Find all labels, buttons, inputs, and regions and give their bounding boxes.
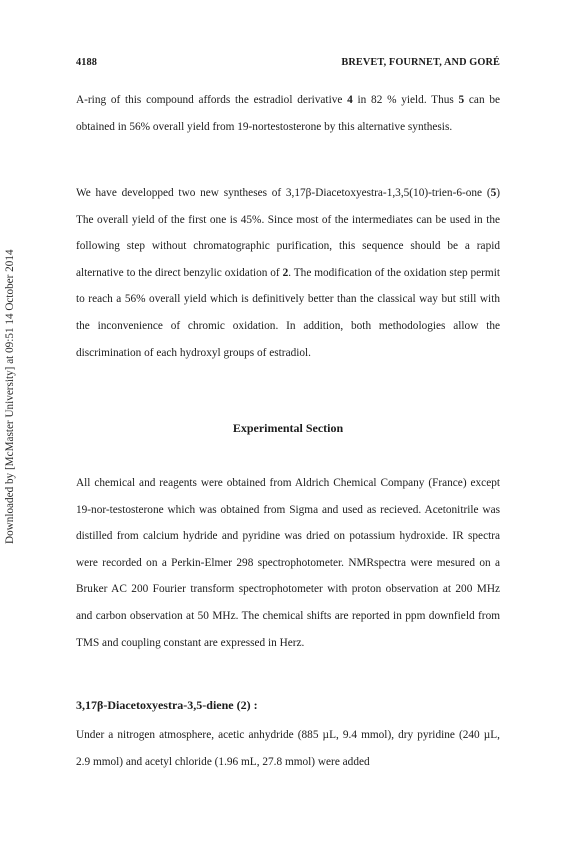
text-run: can be obtained in 56% overall yield from 19-nortestosterone by this alternative synthesis.: [76, 94, 500, 133]
compound-ref: 4: [347, 94, 353, 106]
running-authors: BREVET, FOURNET, AND GORÉ: [341, 57, 500, 68]
compound-heading: 3,17β-Diacetoxyestra-3,5-diene (2) :: [76, 698, 258, 712]
text-run: in 82 % yield. Thus: [352, 94, 459, 106]
download-watermark: Downloaded by [McMaster University] at 09:51 14 October 2014: [4, 249, 16, 545]
paragraph-synthesis-summary: [76, 87, 500, 140]
text-run: A-ring of this compound affords the estradiol derivative: [76, 94, 348, 106]
text-run: . The modification of the oxidation step permit to reach a 56% overall yield which is definitively better than the classical way but still with the inconvenience of chromic oxidation. In addition, both methodologies allow the discrimination of each hydroxyl groups of estradiol.: [76, 266, 500, 359]
compound-ref: 2: [282, 266, 289, 279]
paragraph-materials-methods: All chemical and reagents were obtained from Aldrich Chemical Company (France) except 19-nor-testosterone which was obtained from Sigma and used as recieved. Acetonitrile was distilled from calcium hydride and pyridine was dried on potassium hydroxide. IR spectra were recorded on a Perkin-Elmer 298 spectrophotometer. NMRspectra were mesured on a Bruker AC 200 Fourier transform spectrophotometer with proton observation at 200 MHz and carbon observation at 50 MHz. The chemical shifts are reported in ppm downfield from TMS and coupling constant are expressed in Herz.: [76, 477, 500, 649]
section-heading: Experimental Section: [232, 421, 344, 435]
paragraph-conclusion: [76, 180, 500, 366]
text-run: We have developped two new syntheses of 3,17β-Diacetoxyestra-1,3,5(10)-trien-6-one (: [76, 187, 491, 199]
compound-ref: 5: [458, 94, 465, 106]
compound-ref: 5: [490, 187, 497, 199]
page-number: 4188: [76, 57, 97, 68]
paragraph-procedure: Under a nitrogen atmosphere, acetic anhydride (885 µL, 9.4 mmol), dry pyridine (240 µL, 2.9 mmol) and acetyl chloride (1.96 mL, 27.8 mmol) were added: [76, 729, 500, 768]
text-run: ) The overall yield of the first one is 45%. Since most of the intermediates can be used in the following step without chromatographic purification, this sequence should be a rapid alternative to the direct benzylic oxidation of: [76, 187, 500, 279]
